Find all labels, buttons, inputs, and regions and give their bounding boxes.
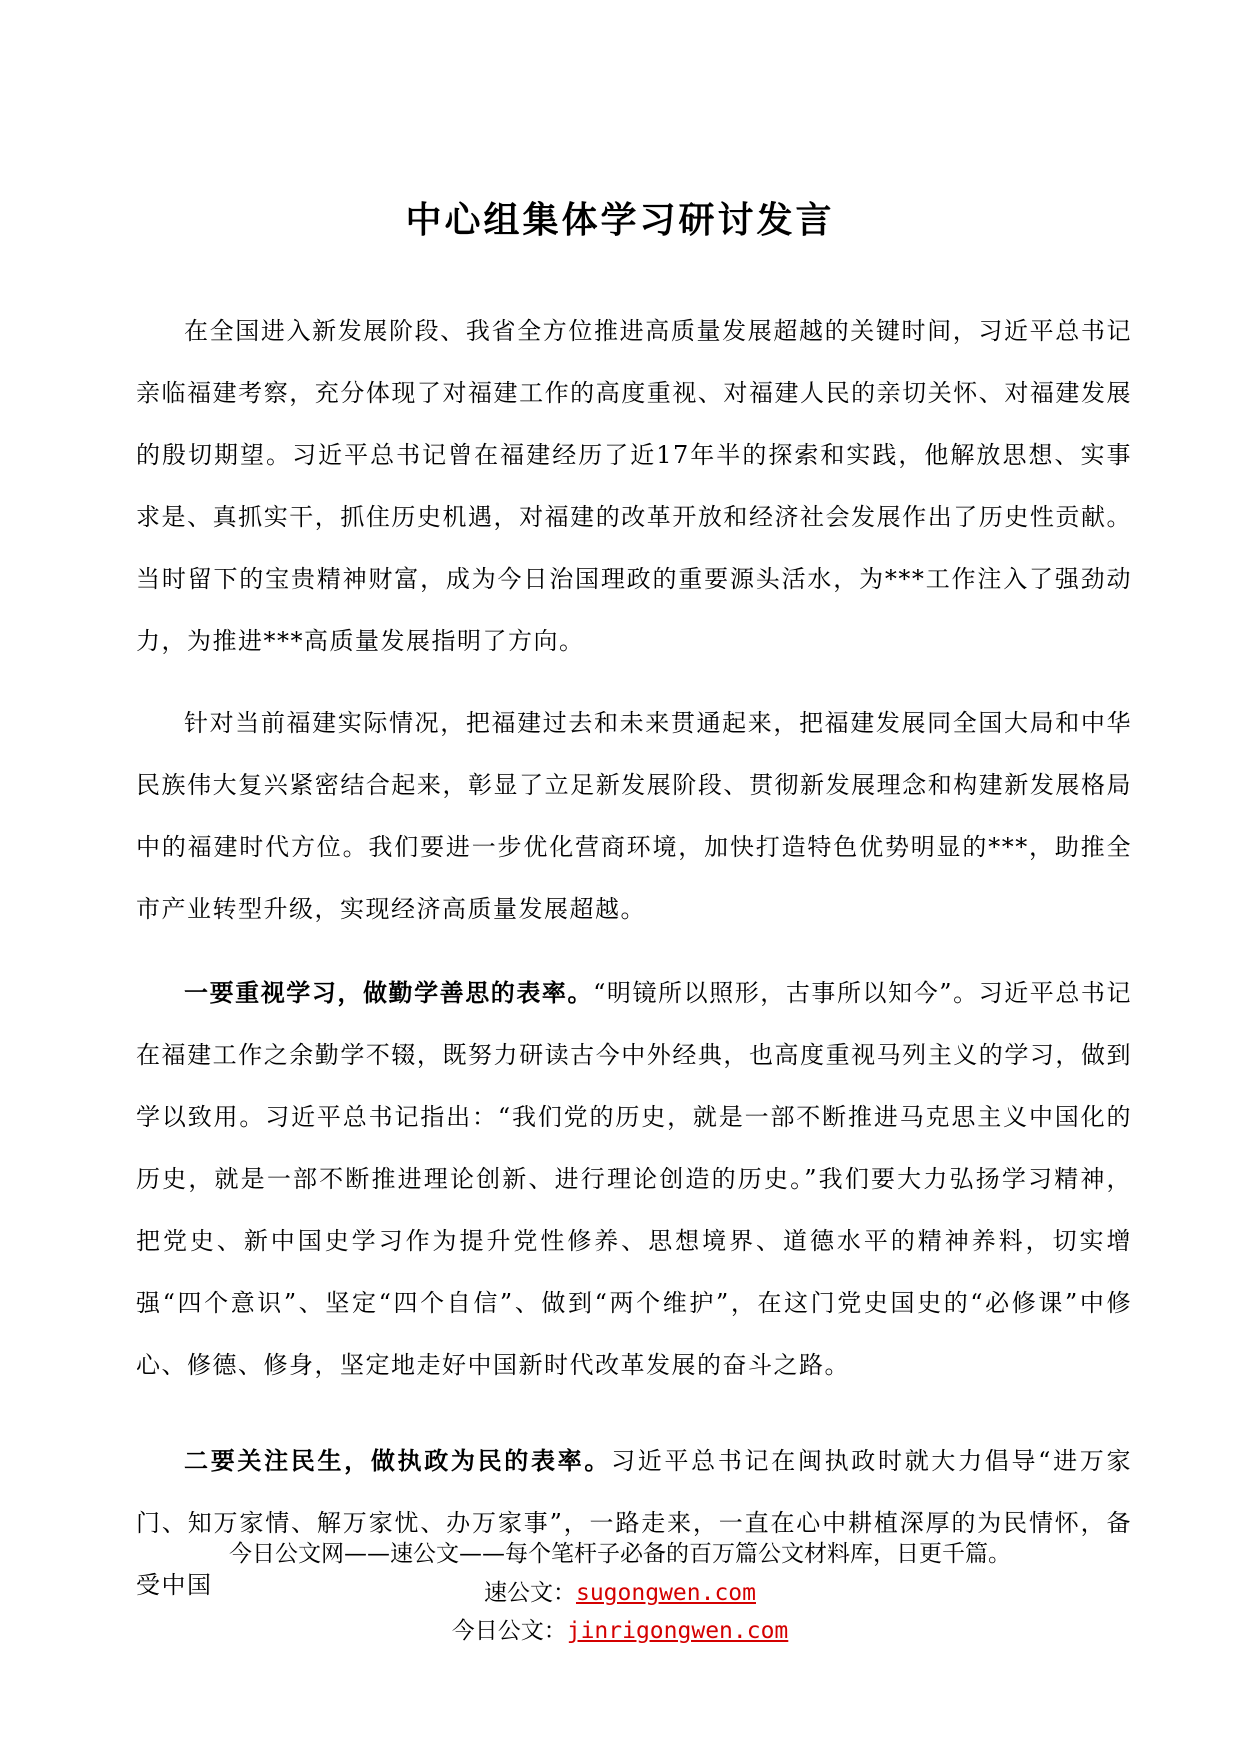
paragraph-context — [136, 692, 1132, 940]
paragraph-text: “明镜所以照形，古事所以知今”。习近平总书记在福建工作之余勤学不辍，既努力研读古今中外经典，也高度重视马列主义的学习，做到学以致用。习近平总书记指出：“我们党的历史，就是一部不断推进马克思主义中国化的历史，就是一部不断推进理论创新、进行理论创造的历史。”我们要大力弘扬学习精神，把党史、新中国史学习作为提升党性修养、思想境界、道德水平的精神养料，切实增强“四个意识”、坚定“四个自信”、做到“两个维护”，在这门党史国史的“必修课”中修心、修德、修身，坚定地走好中国新时代改革发展的奋斗之路。 — [136, 979, 1132, 1379]
paragraph-point-1 — [136, 962, 1132, 1396]
paragraph-lead: 二要关注民生，做执政为民的表率。 — [184, 1447, 612, 1475]
paragraph-intro — [136, 300, 1132, 672]
paragraph-lead: 一要重视学习，做勤学善思的表率。 — [184, 979, 594, 1007]
paragraph-text: 在全国进入新发展阶段、我省全方位推进高质量发展超越的关键时间，习近平总书记亲临福建考察，充分体现了对福建工作的高度重视、对福建人民的亲切关怀、对福建发展的殷切期望。习近平总书记曾在福建经历了近17年半的探索和实践，他解放思想、实事求是、真抓实干，抓住历史机遇，对福建的改革开放和经济社会发展作出了历史性贡献。当时留下的宝贵精神财富，成为今日治国理政的重要源头活水，为***工作注入了强劲动力，为推进***高质量发展指明了方向。 — [136, 317, 1132, 655]
jinrigongwen-link[interactable]: jinrigongwen.com — [566, 1618, 789, 1644]
footer-jinrigongwen — [0, 1612, 1240, 1645]
paragraph-text: 习近平总书记在闽执政时就大力倡导“进万家门、知万家情、解万家忧、办万家事”，一路走来，一直在心中耕植深厚的为民情怀，备受中国 — [136, 1447, 1132, 1599]
footer-slogan: 今日公文网——速公文——每个笔杆子必备的百万篇公文材料库，日更千篇。 — [229, 1541, 1011, 1567]
document-title: 中心组集体学习研讨发言 — [405, 200, 835, 241]
footer-label: 今日公文： — [451, 1618, 567, 1644]
paragraph-text: 针对当前福建实际情况，把福建过去和未来贯通起来，把福建发展同全国大局和中华民族伟大复兴紧密结合起来，彰显了立足新发展阶段、贯彻新发展理念和构建新发展格局中的福建时代方位。我们要进一步优化营商环境，加快打造特色优势明显的***，助推全市产业转型升级，实现经济高质量发展超越。 — [136, 709, 1132, 923]
sugongwen-link[interactable]: sugongwen.com — [575, 1580, 756, 1606]
footer-label: 速公文： — [483, 1580, 576, 1606]
footer-sugongwen — [0, 1574, 1240, 1607]
